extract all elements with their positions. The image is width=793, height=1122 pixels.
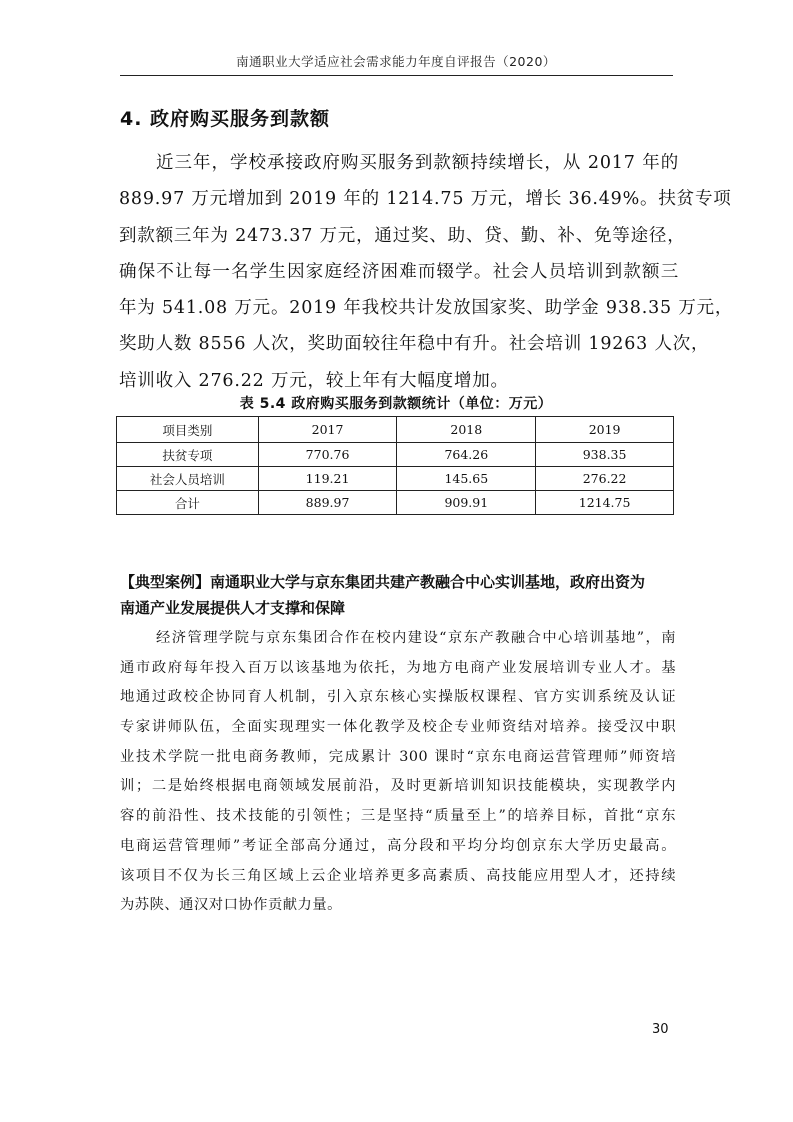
page-header: 南通职业大学适应社会需求能力年度自评报告（2020） (236, 54, 556, 69)
paragraph-line: 培训收入 276.22 万元，较上年有大幅度增加。 (119, 370, 509, 391)
case-body-line: 经济管理学院与京东集团合作在校内建设“京东产教融合中心培训基地”，南 (156, 630, 676, 646)
table-header-cell: 2017 (258, 417, 397, 443)
section-title: 4. 政府购买服务到款额 (120, 108, 331, 130)
table-caption: 表 5.4 政府购买服务到款额统计（单位：万元） (239, 396, 553, 412)
table-cell: 119.21 (258, 467, 397, 491)
case-body-line: 训；二是始终根据电商领域发展前沿，及时更新培训知识技能模块，实现教学内 (120, 778, 676, 795)
table-header-cell: 2019 (536, 417, 674, 443)
case-title-line: 【典型案例】南通职业大学与京东集团共建产教融合中心实训基地，政府出资为 (120, 573, 646, 591)
case-body-line: 通市政府每年投入百万以该基地为依托，为地方电商产业发展培训专业人才。基 (120, 659, 676, 676)
header-divider (120, 75, 673, 76)
table-cell: 扶贫专项 (117, 443, 259, 467)
paragraph-line: 年为 541.08 万元。2019 年我校共计发放国家奖、助学金 938.35 万元， (119, 298, 734, 319)
table-cell: 276.22 (536, 467, 674, 491)
case-body-line: 地通过政校企协同育人机制，引入京东核心实操版权课程、官方实训系统及认证 (120, 689, 676, 706)
case-body (120, 624, 676, 921)
table-row (117, 467, 674, 491)
paragraph-line: 到款额三年为 2473.37 万元，通过奖、助、贷、勤、补、免等途径， (119, 225, 686, 246)
paragraph-line: 确保不让每一名学生因家庭经济困难而辍学。社会人员培训到款额三 (119, 261, 679, 282)
case-body-line: 该项目不仅为长三角区域上云企业培养更多高素质、高技能应用型人才，还持续 (120, 867, 676, 884)
case-body-line: 专家讲师队伍，全面实现理实一体化教学及校企专业师资结对培养。接受汉中职 (120, 719, 676, 736)
table-cell: 889.97 (258, 491, 397, 515)
paragraph-line: 奖助人数 8556 人次，奖助面较往年稳中有升。社会培训 19263 人次， (119, 334, 710, 355)
case-title-line: 南通产业发展提供人才支撑和保障 (120, 598, 346, 617)
table-cell: 1214.75 (536, 491, 674, 515)
table-header-cell: 2018 (397, 417, 536, 443)
funding-table (116, 416, 674, 515)
table-cell: 145.65 (397, 467, 536, 491)
page-number: 30 (652, 1022, 669, 1037)
paragraph-line: 889.97 万元增加到 2019 年的 1214.75 万元，增长 36.49%。扶贫专项 (119, 189, 732, 210)
table-row (117, 491, 674, 515)
case-body-line: 电商运营管理师”考证全部高分通过，高分段和平均分均创京东大学历史最高。 (120, 837, 676, 854)
case-title (120, 570, 680, 621)
table-cell: 合计 (117, 491, 259, 515)
table-cell: 764.26 (397, 443, 536, 467)
case-body-line: 业技术学院一批电商务教师，完成累计 300 课时“京东电商运营管理师”师资培 (120, 748, 676, 765)
case-body-line: 为苏陕、通汉对口协作贡献力量。 (120, 897, 342, 914)
paragraph-line: 近三年，学校承接政府购买服务到款额持续增长，从 2017 年的 (119, 153, 679, 173)
table-header-row (117, 417, 674, 443)
table-cell: 770.76 (258, 443, 397, 467)
table-header-cell: 项目类别 (117, 417, 259, 443)
table-cell: 社会人员培训 (117, 467, 259, 491)
table-cell: 938.35 (536, 443, 674, 467)
body-paragraph (119, 145, 734, 399)
table-cell: 909.91 (397, 491, 536, 515)
table-row (117, 443, 674, 467)
case-body-line: 容的前沿性、技术技能的引领性；三是坚持“质量至上”的培养目标，首批“京东 (120, 808, 676, 825)
